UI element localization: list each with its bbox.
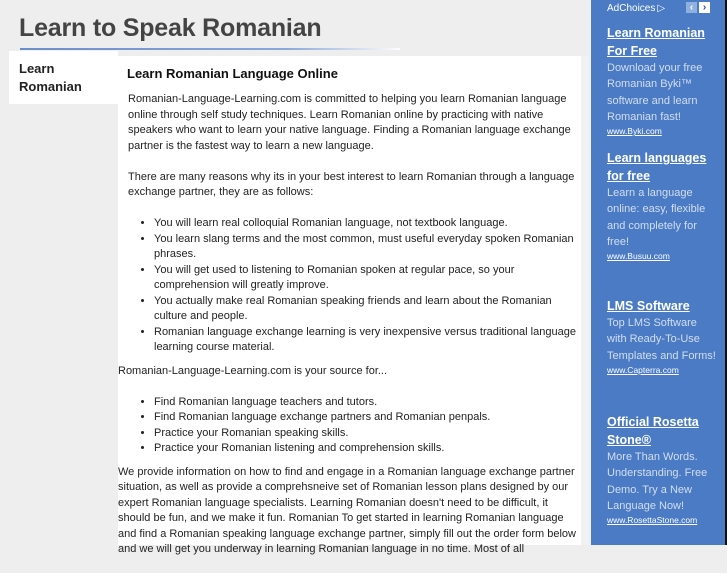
list-item: • Practice your Romanian listening and comprehension skills. — [154, 441, 581, 457]
ad-url-link[interactable]: www.Byki.com — [607, 126, 662, 137]
ad-url-link[interactable]: www.Capterra.com — [607, 364, 679, 375]
main-content — [118, 56, 581, 555]
adchoices-label: AdChoices — [607, 3, 656, 14]
intro-paragraph: Romanian-Language-Learning.com is committed to helping you learn Romanian language online through self study techniques. Learn Romanian online by practicing with native speakers who want to learn your native language. Finding a Romanian language exchange partner is the fastest way to learn a new language. — [128, 93, 571, 152]
source-list — [118, 395, 581, 457]
sidebar-item-learn-romanian[interactable]: Learn Romanian — [19, 61, 82, 94]
ad-title-link[interactable]: Learn Romanian For Free — [607, 26, 705, 58]
ad-description: More Than Words. Understanding. Free Demo. Try a New Language Now! — [607, 451, 708, 512]
list-item: • Find Romanian language exchange partners and Romanian penpals. — [154, 410, 581, 426]
list-item: • You learn slang terms and the most common, must useful everyday spoken Romanian phrases. — [154, 232, 581, 263]
ad-title-link[interactable]: Learn languages for free — [607, 151, 707, 183]
ad-item — [607, 413, 719, 527]
ad-description: Top LMS Software with Ready-To-Use Templates and Forms! — [607, 317, 716, 362]
list-item: • Practice your Romanian speaking skills. — [154, 426, 581, 442]
adchoices-link[interactable] — [607, 3, 665, 14]
list-item: • Romanian language exchange learning is very inexpensive versus traditional language learning course material. — [154, 325, 581, 356]
list-item: • You actually make real Romanian speaking friends and learn about the Romanian culture and people. — [154, 294, 581, 325]
list-item: • Find Romanian language teachers and tutors. — [154, 395, 581, 411]
ad-url-link[interactable]: www.RosettaStone.com — [607, 515, 698, 526]
page-heading: Learn Romanian Language Online — [127, 66, 338, 81]
ad-item — [607, 297, 719, 377]
reasons-list — [118, 216, 581, 356]
chevron-left-icon[interactable]: ‹ — [686, 2, 697, 13]
site-title: Learn to Speak Romanian — [19, 14, 322, 42]
ad-description: Download your free Romanian Byki™ software and learn Romanian fast! — [607, 62, 703, 123]
ad-item — [607, 24, 719, 138]
ad-item — [607, 149, 719, 263]
adchoices-icon: ▷ — [657, 3, 666, 14]
ad-title-link[interactable]: LMS Software — [607, 299, 690, 313]
ad-url-link[interactable]: www.Busuu.com — [607, 251, 670, 262]
list-item: • You will get used to listening to Romanian spoken at regular pace, so your comprehension will greatly improve. — [154, 263, 581, 294]
article-body — [118, 92, 581, 573]
content-edge — [581, 56, 589, 545]
list-item: • You will learn real colloquial Romanian language, not textbook language. — [154, 216, 581, 232]
source-intro: Romanian-Language-Learning.com is your source for... — [118, 364, 388, 377]
chevron-right-icon[interactable]: › — [699, 2, 710, 13]
ad-panel — [591, 0, 725, 545]
closing-paragraph: We provide information on how to find and engage in a Romanian language exchange partner situation, as well as provide a comprehsneive set of Romanian lesson plans designed by our expert Romanian language specialists. Learning Romanian doesn't need to be difficult, it should be fun, and we make it fun. Romanian To get started in learning Romanian language and find a Romanian speaking language exchange partner, simply fill out the order form below and we will get you underway in learning Romanian language in no time. Most of all — [118, 465, 576, 555]
reasons-intro: There are many reasons why its in your best interest to learn Romanian through a language exchange partner, they are as follows: — [128, 170, 575, 198]
ad-description: Learn a language online: easy, flexible and completely for free! — [607, 187, 706, 248]
title-divider — [20, 48, 400, 50]
sidebar-nav — [9, 51, 118, 104]
ad-title-link[interactable]: Official Rosetta Stone® — [607, 415, 699, 447]
